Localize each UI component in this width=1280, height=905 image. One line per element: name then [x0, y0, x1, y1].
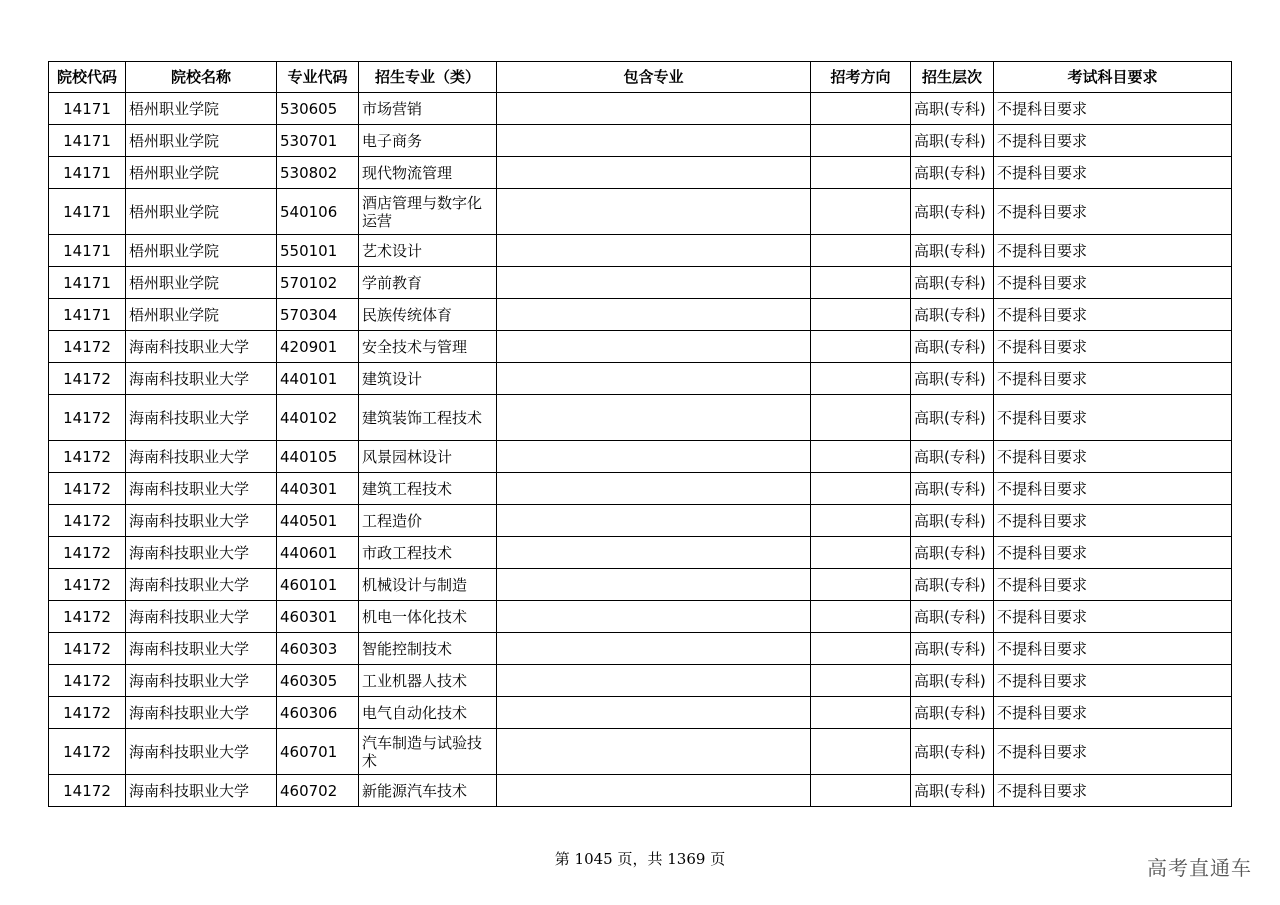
table-row — [49, 537, 1232, 569]
level-cell: 高职(专科) — [911, 441, 994, 473]
major-code-cell: 460306 — [277, 697, 359, 729]
major-cell: 建筑设计 — [359, 363, 497, 395]
table-row — [49, 267, 1232, 299]
subject-requirement-cell: 不提科目要求 — [994, 601, 1232, 633]
direction-cell — [811, 189, 911, 235]
major-cell: 汽车制造与试验技术 — [359, 729, 497, 775]
major-code-cell: 440101 — [277, 363, 359, 395]
school-code-cell: 14171 — [49, 235, 126, 267]
table-row — [49, 569, 1232, 601]
direction-cell — [811, 93, 911, 125]
included-majors-cell — [497, 189, 811, 235]
school-code-cell: 14172 — [49, 537, 126, 569]
direction-cell — [811, 697, 911, 729]
included-majors-cell — [497, 395, 811, 441]
included-majors-cell — [497, 157, 811, 189]
school-name-cell: 海南科技职业大学 — [126, 697, 277, 729]
table-row — [49, 473, 1232, 505]
table-row — [49, 157, 1232, 189]
school-code-cell: 14172 — [49, 505, 126, 537]
subject-requirement-cell: 不提科目要求 — [994, 299, 1232, 331]
table-row — [49, 395, 1232, 441]
school-code-cell: 14171 — [49, 125, 126, 157]
table-row — [49, 235, 1232, 267]
school-code-cell: 14172 — [49, 665, 126, 697]
major-cell: 工业机器人技术 — [359, 665, 497, 697]
major-code-cell: 570304 — [277, 299, 359, 331]
school-name-cell: 海南科技职业大学 — [126, 505, 277, 537]
table-row — [49, 189, 1232, 235]
level-cell: 高职(专科) — [911, 775, 994, 807]
subject-requirement-cell: 不提科目要求 — [994, 665, 1232, 697]
major-cell: 建筑工程技术 — [359, 473, 497, 505]
major-code-cell: 460303 — [277, 633, 359, 665]
school-name-cell: 海南科技职业大学 — [126, 441, 277, 473]
subject-requirement-cell: 不提科目要求 — [994, 537, 1232, 569]
school-code-cell: 14172 — [49, 697, 126, 729]
table-row — [49, 601, 1232, 633]
level-cell: 高职(专科) — [911, 395, 994, 441]
subject-requirement-cell: 不提科目要求 — [994, 267, 1232, 299]
major-cell: 电子商务 — [359, 125, 497, 157]
direction-cell — [811, 775, 911, 807]
included-majors-cell — [497, 267, 811, 299]
subject-requirement-cell: 不提科目要求 — [994, 157, 1232, 189]
school-name-cell: 梧州职业学院 — [126, 299, 277, 331]
table-row — [49, 665, 1232, 697]
school-name-cell: 海南科技职业大学 — [126, 601, 277, 633]
major-cell: 机电一体化技术 — [359, 601, 497, 633]
school-name-cell: 海南科技职业大学 — [126, 729, 277, 775]
major-code-cell: 420901 — [277, 331, 359, 363]
level-cell: 高职(专科) — [911, 157, 994, 189]
major-code-cell: 460101 — [277, 569, 359, 601]
subject-requirement-cell: 不提科目要求 — [994, 363, 1232, 395]
school-code-cell: 14172 — [49, 395, 126, 441]
level-cell: 高职(专科) — [911, 363, 994, 395]
direction-cell — [811, 505, 911, 537]
direction-cell — [811, 441, 911, 473]
school-code-cell: 14172 — [49, 633, 126, 665]
major-cell: 新能源汽车技术 — [359, 775, 497, 807]
school-name-cell: 海南科技职业大学 — [126, 665, 277, 697]
major-cell: 市场营销 — [359, 93, 497, 125]
header-subject-requirement: 考试科目要求 — [994, 62, 1232, 93]
major-cell: 电气自动化技术 — [359, 697, 497, 729]
level-cell: 高职(专科) — [911, 569, 994, 601]
included-majors-cell — [497, 473, 811, 505]
school-code-cell: 14171 — [49, 267, 126, 299]
header-major-code: 专业代码 — [277, 62, 359, 93]
level-cell: 高职(专科) — [911, 331, 994, 363]
school-code-cell: 14172 — [49, 601, 126, 633]
header-level: 招生层次 — [911, 62, 994, 93]
header-school-name: 院校名称 — [126, 62, 277, 93]
included-majors-cell — [497, 665, 811, 697]
major-code-cell: 550101 — [277, 235, 359, 267]
admissions-table-sheet — [48, 61, 1231, 807]
level-cell: 高职(专科) — [911, 601, 994, 633]
level-cell: 高职(专科) — [911, 537, 994, 569]
school-name-cell: 海南科技职业大学 — [126, 331, 277, 363]
major-code-cell: 530605 — [277, 93, 359, 125]
admissions-table — [48, 61, 1232, 807]
major-cell: 民族传统体育 — [359, 299, 497, 331]
level-cell: 高职(专科) — [911, 235, 994, 267]
school-name-cell: 海南科技职业大学 — [126, 569, 277, 601]
watermark-text: 高考直通车 — [1147, 856, 1252, 880]
school-name-cell: 梧州职业学院 — [126, 93, 277, 125]
school-name-cell: 海南科技职业大学 — [126, 395, 277, 441]
direction-cell — [811, 601, 911, 633]
school-name-cell: 海南科技职业大学 — [126, 473, 277, 505]
level-cell: 高职(专科) — [911, 299, 994, 331]
major-code-cell: 440301 — [277, 473, 359, 505]
table-row — [49, 729, 1232, 775]
school-code-cell: 14172 — [49, 473, 126, 505]
level-cell: 高职(专科) — [911, 473, 994, 505]
table-row — [49, 331, 1232, 363]
major-cell: 安全技术与管理 — [359, 331, 497, 363]
major-cell: 机械设计与制造 — [359, 569, 497, 601]
major-code-cell: 460702 — [277, 775, 359, 807]
table-body — [49, 93, 1232, 807]
included-majors-cell — [497, 441, 811, 473]
major-code-cell: 460301 — [277, 601, 359, 633]
included-majors-cell — [497, 93, 811, 125]
direction-cell — [811, 473, 911, 505]
table-row — [49, 125, 1232, 157]
direction-cell — [811, 537, 911, 569]
table-row — [49, 363, 1232, 395]
direction-cell — [811, 157, 911, 189]
school-name-cell: 海南科技职业大学 — [126, 363, 277, 395]
direction-cell — [811, 331, 911, 363]
major-cell: 建筑装饰工程技术 — [359, 395, 497, 441]
subject-requirement-cell: 不提科目要求 — [994, 441, 1232, 473]
included-majors-cell — [497, 299, 811, 331]
school-name-cell: 梧州职业学院 — [126, 189, 277, 235]
major-code-cell: 460305 — [277, 665, 359, 697]
subject-requirement-cell: 不提科目要求 — [994, 633, 1232, 665]
major-code-cell: 460701 — [277, 729, 359, 775]
subject-requirement-cell: 不提科目要求 — [994, 729, 1232, 775]
level-cell: 高职(专科) — [911, 505, 994, 537]
direction-cell — [811, 299, 911, 331]
included-majors-cell — [497, 775, 811, 807]
school-name-cell: 梧州职业学院 — [126, 267, 277, 299]
major-code-cell: 530701 — [277, 125, 359, 157]
subject-requirement-cell: 不提科目要求 — [994, 235, 1232, 267]
direction-cell — [811, 665, 911, 697]
school-name-cell: 梧州职业学院 — [126, 157, 277, 189]
table-row — [49, 697, 1232, 729]
included-majors-cell — [497, 569, 811, 601]
included-majors-cell — [497, 505, 811, 537]
major-cell: 酒店管理与数字化运营 — [359, 189, 497, 235]
included-majors-cell — [497, 633, 811, 665]
subject-requirement-cell: 不提科目要求 — [994, 569, 1232, 601]
table-row — [49, 441, 1232, 473]
major-code-cell: 530802 — [277, 157, 359, 189]
major-code-cell: 570102 — [277, 267, 359, 299]
school-name-cell: 梧州职业学院 — [126, 235, 277, 267]
subject-requirement-cell: 不提科目要求 — [994, 395, 1232, 441]
subject-requirement-cell: 不提科目要求 — [994, 697, 1232, 729]
header-major: 招生专业（类） — [359, 62, 497, 93]
major-code-cell: 540106 — [277, 189, 359, 235]
school-code-cell: 14171 — [49, 157, 126, 189]
level-cell: 高职(专科) — [911, 665, 994, 697]
major-cell: 工程造价 — [359, 505, 497, 537]
direction-cell — [811, 729, 911, 775]
subject-requirement-cell: 不提科目要求 — [994, 189, 1232, 235]
school-code-cell: 14171 — [49, 189, 126, 235]
major-cell: 学前教育 — [359, 267, 497, 299]
major-code-cell: 440105 — [277, 441, 359, 473]
school-code-cell: 14172 — [49, 569, 126, 601]
school-name-cell: 海南科技职业大学 — [126, 633, 277, 665]
major-code-cell: 440102 — [277, 395, 359, 441]
direction-cell — [811, 363, 911, 395]
level-cell: 高职(专科) — [911, 697, 994, 729]
direction-cell — [811, 125, 911, 157]
school-name-cell: 海南科技职业大学 — [126, 775, 277, 807]
direction-cell — [811, 235, 911, 267]
major-code-cell: 440601 — [277, 537, 359, 569]
direction-cell — [811, 569, 911, 601]
included-majors-cell — [497, 363, 811, 395]
subject-requirement-cell: 不提科目要求 — [994, 505, 1232, 537]
subject-requirement-cell: 不提科目要求 — [994, 473, 1232, 505]
table-header-row — [49, 62, 1232, 93]
table-row — [49, 299, 1232, 331]
school-code-cell: 14171 — [49, 93, 126, 125]
school-code-cell: 14172 — [49, 729, 126, 775]
subject-requirement-cell: 不提科目要求 — [994, 331, 1232, 363]
major-cell: 市政工程技术 — [359, 537, 497, 569]
major-cell: 现代物流管理 — [359, 157, 497, 189]
major-cell: 风景园林设计 — [359, 441, 497, 473]
school-code-cell: 14172 — [49, 363, 126, 395]
subject-requirement-cell: 不提科目要求 — [994, 775, 1232, 807]
header-school-code: 院校代码 — [49, 62, 126, 93]
major-cell: 艺术设计 — [359, 235, 497, 267]
table-row — [49, 93, 1232, 125]
level-cell: 高职(专科) — [911, 633, 994, 665]
included-majors-cell — [497, 601, 811, 633]
table-row — [49, 633, 1232, 665]
level-cell: 高职(专科) — [911, 125, 994, 157]
major-code-cell: 440501 — [277, 505, 359, 537]
school-code-cell: 14172 — [49, 775, 126, 807]
major-cell: 智能控制技术 — [359, 633, 497, 665]
school-code-cell: 14171 — [49, 299, 126, 331]
included-majors-cell — [497, 537, 811, 569]
header-direction: 招考方向 — [811, 62, 911, 93]
school-code-cell: 14172 — [49, 441, 126, 473]
direction-cell — [811, 633, 911, 665]
included-majors-cell — [497, 331, 811, 363]
table-row — [49, 775, 1232, 807]
direction-cell — [811, 267, 911, 299]
direction-cell — [811, 395, 911, 441]
subject-requirement-cell: 不提科目要求 — [994, 93, 1232, 125]
school-name-cell: 梧州职业学院 — [126, 125, 277, 157]
included-majors-cell — [497, 697, 811, 729]
included-majors-cell — [497, 235, 811, 267]
level-cell: 高职(专科) — [911, 267, 994, 299]
included-majors-cell — [497, 729, 811, 775]
level-cell: 高职(专科) — [911, 93, 994, 125]
header-included-majors: 包含专业 — [497, 62, 811, 93]
school-name-cell: 海南科技职业大学 — [126, 537, 277, 569]
level-cell: 高职(专科) — [911, 729, 994, 775]
subject-requirement-cell: 不提科目要求 — [994, 125, 1232, 157]
level-cell: 高职(专科) — [911, 189, 994, 235]
page-footer: 第 1045 页，共 1369 页 — [554, 850, 726, 868]
included-majors-cell — [497, 125, 811, 157]
school-code-cell: 14172 — [49, 331, 126, 363]
table-row — [49, 505, 1232, 537]
